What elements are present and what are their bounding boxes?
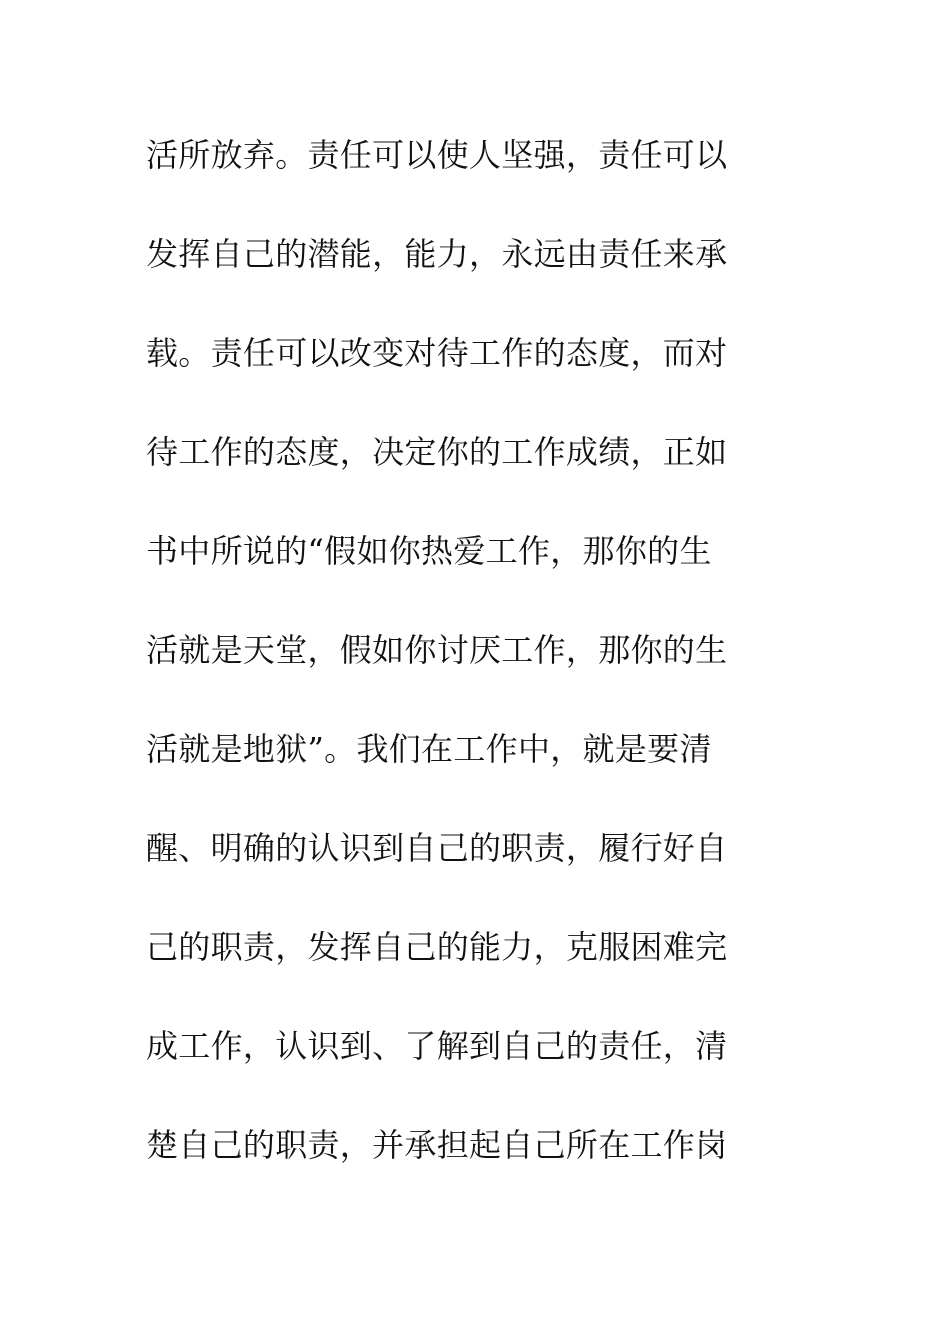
- text-line: 活就是地狱”。我们在工作中，就是要清: [146, 730, 712, 768]
- text-line: 待工作的态度，决定你的工作成绩，正如: [146, 433, 728, 471]
- text-line: 楚自己的职责，并承担起自己所在工作岗: [146, 1126, 728, 1164]
- text-line: 发挥自己的潜能，能力，永远由责任来承: [146, 235, 728, 273]
- text-line: 醒、明确的认识到自己的职责，履行好自: [146, 829, 728, 867]
- text-line: 书中所说的“假如你热爱工作，那你的生: [146, 532, 712, 570]
- text-line: 活所放弃。责任可以使人坚强，责任可以: [146, 136, 728, 174]
- body-text: [146, 125, 786, 1214]
- text-line: 己的职责，发挥自己的能力，克服困难完: [146, 928, 728, 966]
- text-line: 载。责任可以改变对待工作的态度，而对: [146, 334, 728, 372]
- text-line: 活就是天堂，假如你讨厌工作，那你的生: [146, 631, 728, 669]
- text-line: 成工作，认识到、了解到自己的责任，清: [146, 1027, 728, 1065]
